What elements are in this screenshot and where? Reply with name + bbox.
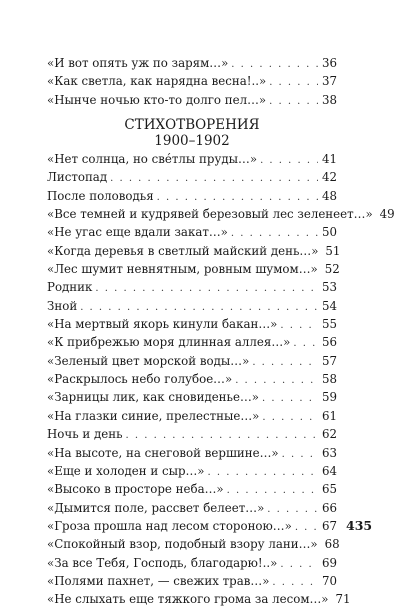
toc-entry-page: 36 <box>321 56 337 70</box>
toc-entry-title: «Не слыхать еще тяжкого грома за лесом…» <box>47 592 329 607</box>
toc-entry-title: «Дымится поле, рассвет белеет…» <box>47 500 265 515</box>
toc-entry <box>47 315 337 333</box>
toc-entry-title: «На мертвый якорь кинули бакан…» <box>47 317 278 332</box>
toc-entry <box>47 54 337 72</box>
toc-entry-page: 48 <box>321 188 337 203</box>
toc-entry-page: 62 <box>321 427 337 442</box>
toc-entry-title: «Нынче ночью кто-то долго пел…» <box>47 92 267 107</box>
toc-entry <box>47 260 340 278</box>
toc-entry-title: «На глазки синие, прелестные…» <box>47 408 260 423</box>
toc-entry-title: «Еще и холоден и сыр…» <box>47 463 205 478</box>
toc-entry-title: «К прибрежью моря длинная аллея…» <box>47 335 291 350</box>
dot-leader <box>260 152 318 170</box>
section-years: 1900–1902 <box>154 133 230 149</box>
toc-entry-title: «Гроза прошла над лесом стороною…» <box>47 518 292 533</box>
toc-entry-page: 65 <box>321 482 337 497</box>
toc-entry <box>47 352 337 370</box>
toc-entry-page: 67 <box>321 518 337 533</box>
toc-entry-page: 42 <box>321 170 337 185</box>
toc-previous-entries <box>47 54 337 109</box>
toc-entry <box>47 205 395 223</box>
toc-entry-page: 51 <box>325 243 341 258</box>
toc-entry-title: Листопад <box>47 170 108 185</box>
dot-leader <box>269 74 318 92</box>
toc-entry-title: «На высоте, на снеговой вершине…» <box>47 445 279 460</box>
toc-entry-page: 50 <box>321 225 337 240</box>
toc-entry <box>47 590 351 608</box>
toc-entry-page: 38 <box>321 92 337 107</box>
toc-entry <box>47 333 337 351</box>
toc-entry-page: 49 <box>379 207 395 222</box>
toc-entry-title: «Зеленый цвет морской воды…» <box>47 353 250 368</box>
toc-entry-title: «И вот опять уж по зарям…» <box>47 56 229 70</box>
toc-entry-title: «Все темней и кудрявей березовый лес зеленеет…» <box>47 207 373 222</box>
toc-entry-title: «Зарницы лик, как сновиденье…» <box>47 390 259 405</box>
toc-entry-page: 57 <box>321 353 337 368</box>
toc-entry-title: Ночь и день <box>47 427 123 442</box>
toc-entry <box>47 370 337 388</box>
toc-entry-page: 69 <box>321 555 337 570</box>
dot-leader <box>208 464 318 482</box>
toc-entry <box>47 242 341 260</box>
toc-entry-page: 53 <box>321 280 337 295</box>
toc-entry <box>47 572 337 590</box>
toc-entry-page: 58 <box>321 372 337 387</box>
toc-entry-title: «Высоко в просторе неба…» <box>47 482 224 497</box>
toc-entry <box>47 223 337 241</box>
dot-leader <box>262 409 318 427</box>
toc-entry-page: 66 <box>321 500 337 515</box>
dot-leader <box>262 390 318 408</box>
toc-entry-page: 59 <box>321 390 337 405</box>
toc-entry <box>47 407 337 425</box>
toc-entry <box>47 554 337 572</box>
toc-entry <box>47 388 337 406</box>
toc-entry-page: 55 <box>321 317 337 332</box>
toc-entry-page: 61 <box>321 408 337 423</box>
toc-entry-page: 64 <box>321 463 337 478</box>
toc-entry <box>47 168 337 186</box>
toc-entry <box>47 72 337 90</box>
toc-entry <box>47 444 337 462</box>
toc-entry <box>47 480 337 498</box>
toc-entry-page: 52 <box>324 262 340 277</box>
dot-leader <box>280 556 318 574</box>
toc-entry-page: 37 <box>321 74 337 89</box>
toc-entry <box>47 91 337 109</box>
toc-entry <box>47 150 337 168</box>
toc-entry <box>47 499 337 517</box>
toc-entry <box>47 297 337 315</box>
toc-entry-title: «Нет солнца, но свéтлы пруды…» <box>47 152 258 166</box>
toc-entry-title: После половодья <box>47 188 154 203</box>
page-number: 435 <box>346 518 373 533</box>
dot-leader <box>252 354 318 372</box>
toc-entry <box>47 462 337 480</box>
toc-entry-title: «Раскрылось небо голубое…» <box>47 372 233 387</box>
toc-entry <box>47 187 337 205</box>
toc-entry-page: 71 <box>335 592 351 607</box>
toc-entry-title: Зной <box>47 298 78 313</box>
toc-entry-title: «Как светла, как нарядна весна!..» <box>47 74 267 89</box>
dot-leader <box>282 446 318 464</box>
toc-entry-page: 56 <box>321 335 337 350</box>
toc-entry-title: «Лес шумит невнятным, ровным шумом…» <box>47 262 318 277</box>
toc-entry <box>47 278 337 296</box>
toc-entry-page: 68 <box>324 537 340 552</box>
dot-leader <box>269 93 318 111</box>
toc-entry <box>47 517 337 535</box>
toc-entry-title: «Когда деревья в светлый майский день…» <box>47 243 319 258</box>
toc-entry-page: 63 <box>321 445 337 460</box>
section-title: СТИХОТВОРЕНИЯ <box>124 117 260 133</box>
dot-leader <box>293 335 318 353</box>
toc-entry-page: 54 <box>321 298 337 313</box>
toc-entry-title: «Спокойный взор, подобный взору лани…» <box>47 537 318 552</box>
toc-entry-title: «За все Тебя, Господь, благодарю!..» <box>47 555 278 570</box>
toc-entry-title: Родник <box>47 280 93 295</box>
toc-entry-title: «Не угас еще вдали закат…» <box>47 225 228 240</box>
toc-entry <box>47 535 340 553</box>
toc-entry-page: 70 <box>321 573 337 588</box>
toc-entry-page: 41 <box>321 152 337 166</box>
toc-entry-title: «Полями пахнет, — свежих трав…» <box>47 573 270 588</box>
dot-leader <box>95 280 318 298</box>
toc-entry <box>47 425 337 443</box>
